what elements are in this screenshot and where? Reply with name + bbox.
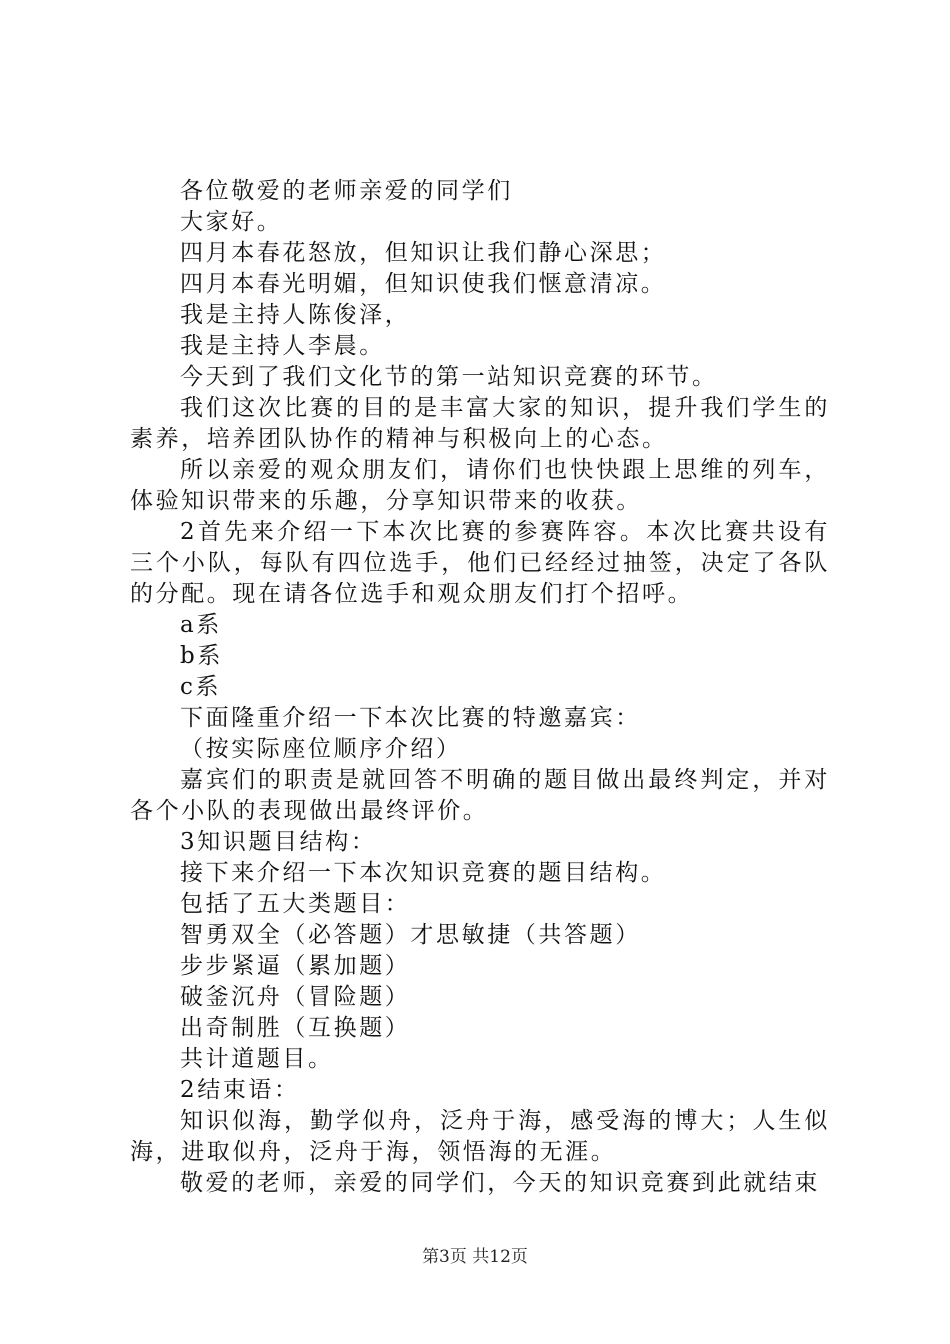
paragraph-today: 今天到了我们文化节的第一站知识竞赛的环节。: [180, 364, 718, 390]
paragraph-category-3: 破釜沉舟（冒险题）: [180, 984, 411, 1010]
paragraph-host-2: 我是主持人李晨。: [180, 333, 385, 359]
paragraph-closing-heading: 2结束语：: [180, 1077, 300, 1103]
paragraph-structure-intro: 接下来介绍一下本次知识竞赛的题目结构。: [180, 860, 667, 886]
paragraph-team-c: c系: [180, 674, 222, 700]
paragraph-five-categories: 包括了五大类题目：: [180, 891, 411, 917]
paragraph-purpose: 我们这次比赛的目的是丰富大家的知识，提升我们学生的素养，培养团队协作的精神与积极向上的心态。: [130, 395, 830, 452]
paragraph-closing-sea: 知识似海，勤学似舟，泛舟于海，感受海的博大；人生似海，进取似舟，泛舟于海，领悟海的无涯。: [130, 1108, 830, 1165]
paragraph-april-2: 四月本春光明媚，但知识使我们惬意清凉。: [180, 271, 667, 297]
paragraph-hello: 大家好。: [180, 209, 283, 235]
paragraph-team-b: b系: [180, 643, 223, 669]
document-body: [130, 176, 830, 1199]
paragraph-host-1: 我是主持人陈俊泽，: [180, 302, 411, 328]
paragraph-total: 共计道题目。: [180, 1046, 334, 1072]
paragraph-closing-end: 敬爱的老师，亲爱的同学们，今天的知识竞赛到此就结束: [180, 1170, 820, 1196]
paragraph-category-4: 出奇制胜（互换题）: [180, 1015, 411, 1041]
paragraph-team-a: a系: [180, 612, 222, 638]
paragraph-greeting: 各位敬爱的老师亲爱的同学们: [180, 178, 513, 204]
paragraph-april-1: 四月本春花怒放，但知识让我们静心深思；: [180, 240, 667, 266]
paragraph-category-1: 智勇双全（必答题）才思敏捷（共答题）: [180, 922, 641, 948]
paragraph-audience: 所以亲爱的观众朋友们，请你们也快快跟上思维的列车，体验知识带来的乐趣，分享知识带来的收获。: [130, 457, 830, 514]
paragraph-seat-order: （按实际座位顺序介绍）: [180, 736, 462, 762]
paragraph-structure-heading: 3知识题目结构：: [180, 829, 377, 855]
paragraph-guest-duty: 嘉宾们的职责是就回答不明确的题目做出最终判定，并对各个小队的表现做出最终评价。: [130, 767, 830, 824]
paragraph-guests-intro: 下面隆重介绍一下本次比赛的特邀嘉宾：: [180, 705, 641, 731]
paragraph-category-2: 步步紧逼（累加题）: [180, 953, 411, 979]
page-number-footer: 第3页 共12页: [422, 1247, 528, 1267]
paragraph-lineup: 2首先来介绍一下本次比赛的参赛阵容。本次比赛共设有三个小队，每队有四位选手，他们已经经过抽签，决定了各队的分配。现在请各位选手和观众朋友们打个招呼。: [130, 519, 830, 607]
